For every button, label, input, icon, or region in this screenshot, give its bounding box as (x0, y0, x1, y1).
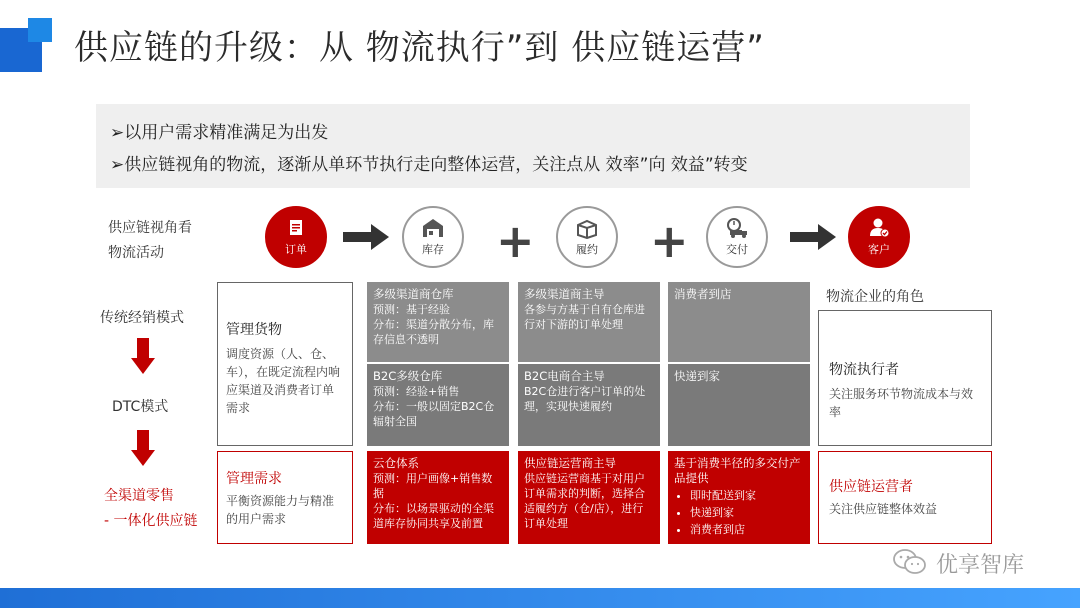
fulfill-traditional-title: 多级渠道商主导 (524, 287, 605, 301)
fulfill-traditional-text: 各参与方基于自有仓库进行对下游的订单处理 (524, 303, 645, 331)
inventory-omni-cell (367, 451, 509, 544)
inventory-dtc-line1: 预测：经验+销售 (373, 385, 460, 398)
delivery-dtc-cell (668, 364, 810, 446)
warehouse-icon (421, 217, 445, 239)
logistics-executor-box (818, 310, 992, 446)
delivery-dtc-title: 快递到家 (674, 369, 720, 383)
perspective-label-2: 物流活动 (108, 245, 164, 261)
logo-block-small (28, 18, 52, 42)
order-node (265, 206, 327, 268)
manage-goods-title: 管理货物 (226, 322, 282, 338)
brand-name: 优享智库 (936, 553, 1025, 578)
wechat-icon (892, 548, 928, 576)
flow-arrow-1 (343, 224, 389, 250)
delivery-label: 交付 (726, 243, 748, 256)
supply-chain-operator-text: 关注供应链整体效益 (829, 502, 938, 516)
delivery-omni-item-3: • 消费者到店 (690, 522, 804, 537)
inventory-omni-line2: 分布：以场景驱动的全渠道库存协同共享及前置 (373, 502, 494, 530)
fulfill-omni-cell (518, 451, 660, 544)
mode-omni-1: 全渠道零售 (104, 488, 174, 504)
delivery-omni-item-2: • 快递到家 (690, 505, 804, 520)
fulfill-omni-text: 供应链运营商基于对用户订单需求的判断，选择合适履约方（仓/店），进行订单处理 (524, 472, 645, 530)
summary-line-1: ➢以用户需求精准满足为出发 (110, 123, 329, 143)
mode-traditional: 传统经销模式 (100, 310, 184, 326)
fulfill-dtc-cell (518, 364, 660, 446)
manage-goods-text: 调度资源（人、仓、车），在既定流程内响应渠道及消费者订单需求 (226, 347, 341, 415)
plus-icon-1: + (496, 214, 535, 268)
inventory-traditional-cell (367, 282, 509, 362)
order-icon (285, 217, 307, 239)
manage-demand-box (217, 451, 353, 544)
delivery-node (706, 206, 768, 268)
mode-dtc: DTC模式 (112, 399, 169, 415)
manage-demand-text: 平衡资源能力与精准的用户需求 (226, 494, 335, 526)
fulfill-label: 履约 (576, 243, 598, 256)
inventory-dtc-line2: 分布：一般以固定B2C仓辐射全国 (373, 400, 495, 428)
plus-icon-2: + (650, 214, 689, 268)
delivery-omni-cell (668, 451, 810, 544)
down-arrow-1 (131, 338, 155, 374)
supply-chain-operator-box (818, 451, 992, 544)
logistics-executor-title: 物流执行者 (829, 362, 899, 378)
customer-node (848, 206, 910, 268)
inventory-omni-line1: 预测：用户画像+销售数据 (373, 472, 493, 500)
flow-arrow-2 (790, 224, 836, 250)
inventory-dtc-title: B2C多级仓库 (373, 369, 443, 383)
inventory-dtc-cell (367, 364, 509, 446)
footer-bar (0, 588, 1080, 608)
manage-demand-title: 管理需求 (226, 471, 282, 487)
inventory-label: 库存 (422, 243, 444, 256)
customer-icon (867, 217, 891, 239)
delivery-omni-title: 基于消费半径的多交付产品提供 (674, 456, 801, 485)
inventory-traditional-line2: 分布：渠道分散分布，库存信息不透明 (373, 318, 494, 346)
logistics-executor-text: 关注服务环节物流成本与效率 (829, 387, 974, 419)
fulfill-dtc-text: B2C仓进行客户订单的处理，实现快速履约 (524, 385, 646, 413)
fulfill-traditional-cell (518, 282, 660, 362)
fulfill-omni-title: 供应链运营商主导 (524, 456, 616, 470)
delivery-truck-icon (724, 217, 750, 239)
fulfill-node (556, 206, 618, 268)
inventory-traditional-line1: 预测：基于经验 (373, 303, 450, 316)
inventory-omni-title: 云仓体系 (373, 456, 419, 470)
customer-label: 客户 (868, 243, 890, 256)
delivery-omni-item-1: • 即时配送到家 (690, 488, 804, 503)
fulfill-dtc-title: B2C电商合主导 (524, 369, 605, 383)
summary-panel (96, 104, 970, 188)
perspective-label-1: 供应链视角看 (108, 220, 192, 236)
down-arrow-2 (131, 430, 155, 466)
mode-omni-2: - 一体化供应链 (104, 513, 198, 529)
order-label: 订单 (285, 243, 307, 256)
page-title: 供应链的升级：从 物流执行”到 供应链运营” (74, 28, 765, 68)
manage-goods-box (217, 282, 353, 446)
delivery-traditional-title: 消费者到店 (674, 287, 732, 301)
package-icon (575, 217, 599, 239)
summary-line-2: ➢供应链视角的物流，逐渐从单环节执行走向整体运营，关注点从 效率”向 效益”转变 (110, 155, 748, 175)
roles-header: 物流企业的角色 (826, 289, 924, 305)
inventory-node (402, 206, 464, 268)
delivery-omni-list (674, 488, 804, 537)
inventory-traditional-title: 多级渠道商仓库 (373, 287, 454, 301)
delivery-traditional-cell (668, 282, 810, 362)
supply-chain-operator-title: 供应链运营者 (829, 479, 913, 495)
